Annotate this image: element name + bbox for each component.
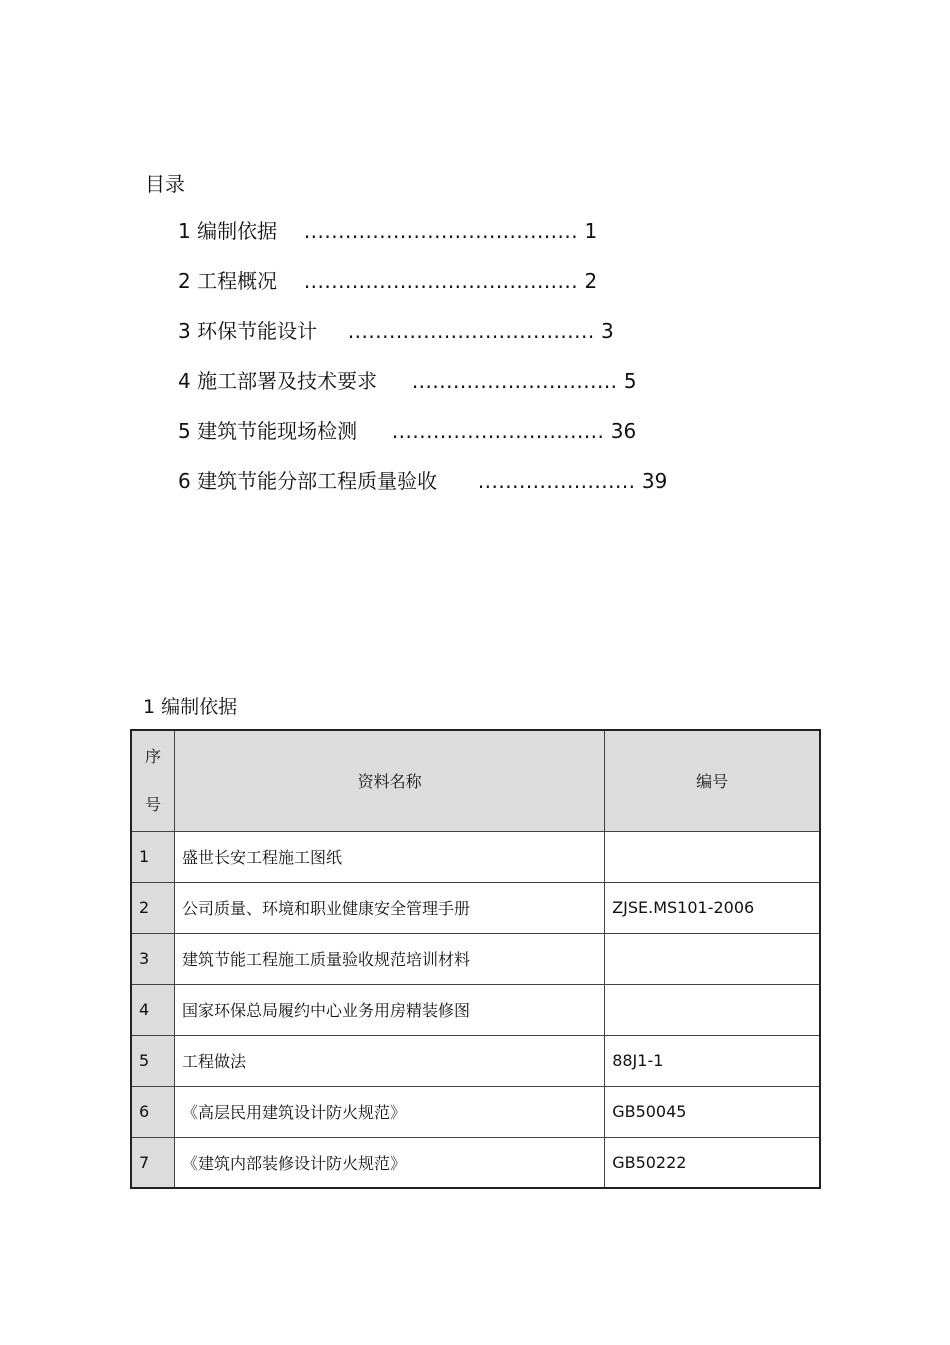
row-name: 盛世长安工程施工图纸 (174, 831, 604, 882)
table-row (131, 1086, 820, 1137)
toc-entry[interactable] (178, 366, 637, 396)
toc-entry-page: 5 (623, 369, 637, 393)
row-code: GB50045 (605, 1086, 820, 1137)
section-heading: 1 编制依据 (143, 696, 238, 718)
toc-entry[interactable] (178, 216, 597, 246)
reference-documents-table (130, 729, 821, 1189)
toc-entry[interactable] (178, 266, 597, 296)
row-index: 7 (131, 1137, 174, 1188)
table-row (131, 882, 820, 933)
toc-entry-label: 1 编制依据 (178, 219, 278, 243)
row-index: 6 (131, 1086, 174, 1137)
row-code (605, 831, 820, 882)
header-index (131, 730, 174, 831)
toc-entry-leader: ........................................ (303, 219, 579, 243)
row-name: 《高层民用建筑设计防火规范》 (174, 1086, 604, 1137)
header-index-top: 序 (144, 746, 161, 766)
toc-entry-leader: ............................... (391, 419, 605, 443)
header-code: 编号 (605, 730, 820, 831)
table-row (131, 1137, 820, 1188)
toc-entry-leader: ........................................ (303, 269, 579, 293)
row-code: GB50222 (605, 1137, 820, 1188)
row-code: 88J1-1 (605, 1035, 820, 1086)
toc-entry-label: 3 环保节能设计 (178, 319, 318, 343)
row-name: 建筑节能工程施工质量验收规范培训材料 (174, 933, 604, 984)
row-index: 2 (131, 882, 174, 933)
row-code (605, 984, 820, 1035)
row-index: 1 (131, 831, 174, 882)
toc-entry[interactable] (178, 316, 614, 346)
table-row (131, 984, 820, 1035)
toc-entry-page: 3 (601, 319, 614, 343)
toc-entry-leader: ....................... (477, 469, 636, 493)
table-row (131, 1035, 820, 1086)
row-index: 3 (131, 933, 174, 984)
table-row (131, 933, 820, 984)
row-index: 4 (131, 984, 174, 1035)
toc-title: 目录 (145, 172, 185, 196)
toc-entry-page: 36 (610, 419, 637, 443)
row-name: 工程做法 (174, 1035, 604, 1086)
row-name: 公司质量、环境和职业健康安全管理手册 (174, 882, 604, 933)
toc-entry-page: 2 (584, 269, 598, 293)
toc-entry-leader: .............................. (411, 369, 618, 393)
toc-entry-label: 6 建筑节能分部工程质量验收 (178, 469, 438, 493)
toc-entry-page: 39 (641, 469, 668, 493)
toc-entry-label: 5 建筑节能现场检测 (178, 419, 358, 443)
table-header-row (131, 730, 820, 831)
toc-entry-page: 1 (584, 219, 598, 243)
toc-entry[interactable] (178, 416, 636, 446)
row-name: 《建筑内部装修设计防火规范》 (174, 1137, 604, 1188)
row-code: ZJSE.MS101-2006 (605, 882, 820, 933)
row-index: 5 (131, 1035, 174, 1086)
row-code (605, 933, 820, 984)
toc-entry-leader: .................................... (347, 319, 595, 343)
table-row (131, 831, 820, 882)
toc-entry-label: 4 施工部署及技术要求 (178, 369, 378, 393)
row-name: 国家环保总局履约中心业务用房精装修图 (174, 984, 604, 1035)
toc-entry-label: 2 工程概况 (178, 269, 278, 293)
header-index-bottom: 号 (144, 794, 161, 814)
toc-entry[interactable] (178, 466, 667, 496)
header-name: 资料名称 (174, 730, 604, 831)
